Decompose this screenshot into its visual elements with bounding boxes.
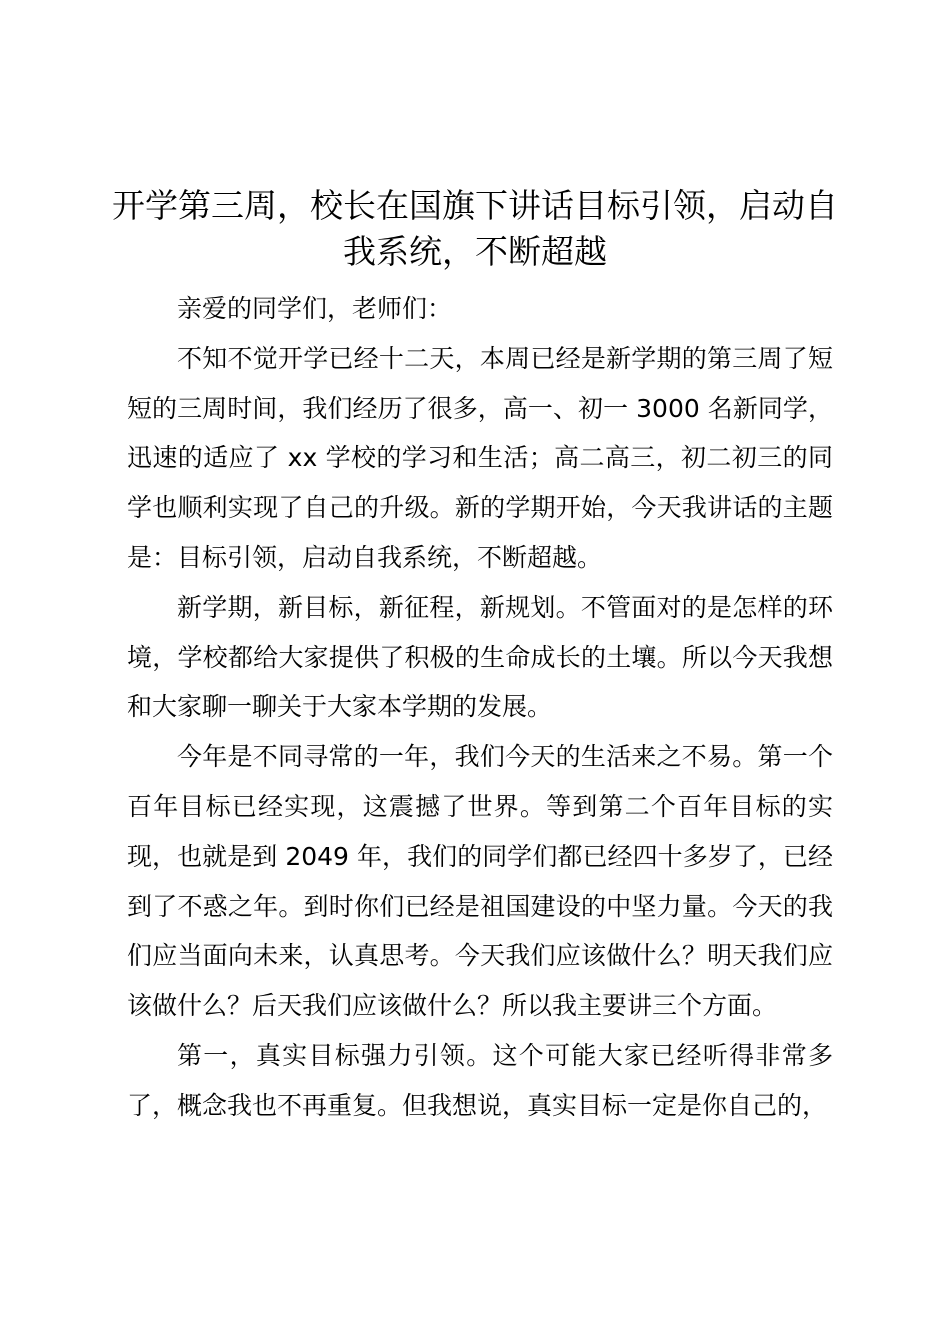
greeting-paragraph: 亲爱的同学们，老师们： xyxy=(177,294,453,323)
body-paragraph: 第一，真实目标强力引领。这个可能大家已经听得非常多了，概念我也不再重复。但我想说，真实目标一定是你自己的， xyxy=(127,1040,833,1120)
document-title: 开学第三周，校长在国旗下讲话目标引领，启动自我系统，不断超越 xyxy=(112,186,838,271)
body-paragraph: 新学期，新目标，新征程，新规划。不管面对的是怎样的环境，学校都给大家提供了积极的生命成长的土壤。所以今天我想和大家聊一聊关于大家本学期的发展。 xyxy=(127,592,833,722)
document-body xyxy=(127,284,833,1131)
body-paragraph: 今年是不同寻常的一年，我们今天的生活来之不易。第一个百年目标已经实现，这震撼了世界。等到第二个百年目标的实现，也就是到 2049 年，我们的同学们都已经四十多岁了，已经到了不惑之年。到时你们已经是祖国建设的中坚力量。今天的我们应当面向未来，认真思考。今天我们应该做什么？明天我们应该做什么？后天我们应该做什么？所以我主要讲三个方面。 xyxy=(127,742,833,1021)
body-paragraph: 不知不觉开学已经十二天，本周已经是新学期的第三周了短短的三周时间，我们经历了很多，高一、初一 3000 名新同学，迅速的适应了 xx 学校的学习和生活；高二高三，初二初三的同学也顺利实现了自己的升级。新的学期开始，今天我讲话的主题是：目标引领，启动自我系统，不断超越。 xyxy=(127,343,833,572)
